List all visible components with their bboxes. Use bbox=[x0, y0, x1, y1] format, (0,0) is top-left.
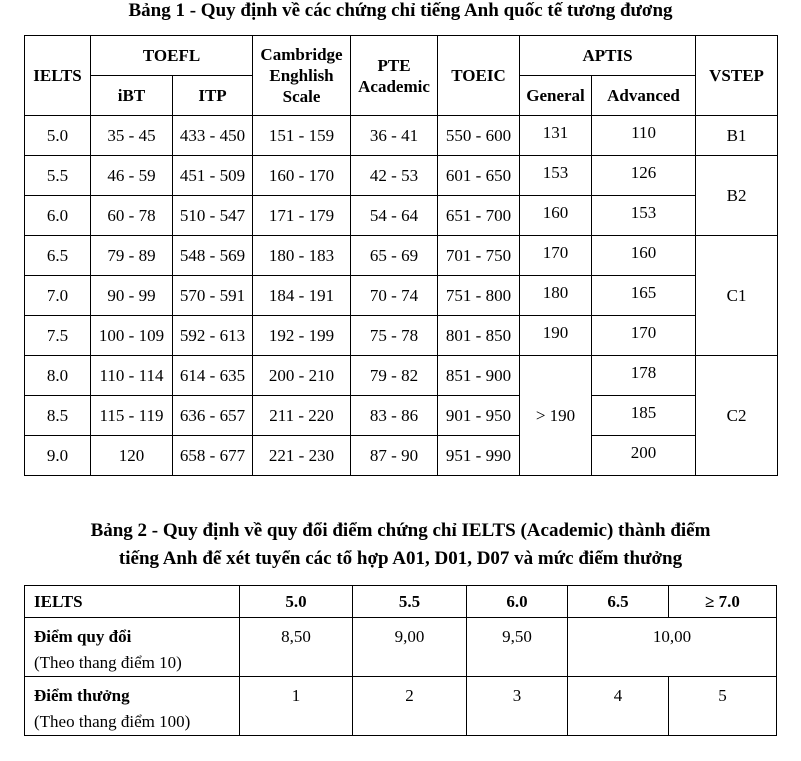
table-row bbox=[25, 436, 778, 476]
table-row bbox=[25, 116, 778, 156]
table-row bbox=[25, 196, 778, 236]
ielts-cell: 5.5 bbox=[25, 156, 91, 196]
conversion-label-title: Điểm quy đổi bbox=[34, 627, 132, 646]
ielts-level: 6.0 bbox=[467, 586, 568, 618]
ielts-header: IELTS bbox=[25, 36, 91, 116]
ielts-cell: 7.0 bbox=[25, 276, 91, 316]
ielts-cell: 8.5 bbox=[25, 396, 91, 436]
table-row bbox=[25, 356, 778, 396]
conversion-value: 9,00 bbox=[353, 618, 467, 677]
bonus-value: 3 bbox=[467, 677, 568, 736]
pte-cell: 87 - 90 bbox=[351, 436, 438, 476]
advanced-header: Advanced bbox=[592, 76, 696, 116]
ibt-cell: 35 - 45 bbox=[91, 116, 173, 156]
ielts-level: 5.0 bbox=[240, 586, 353, 618]
vstep-cell: B2 bbox=[696, 156, 778, 236]
itp-cell: 433 - 450 bbox=[173, 116, 253, 156]
advanced-cell: 200 bbox=[592, 436, 696, 476]
bonus-label bbox=[25, 677, 240, 736]
toefl-header: TOEFL bbox=[91, 36, 253, 76]
itp-cell: 548 - 569 bbox=[173, 236, 253, 276]
pte-cell: 65 - 69 bbox=[351, 236, 438, 276]
advanced-cell: 178 bbox=[592, 356, 696, 396]
table-row bbox=[25, 396, 778, 436]
pte-header bbox=[351, 36, 438, 116]
conversion-value: 9,50 bbox=[467, 618, 568, 677]
pte-cell: 79 - 82 bbox=[351, 356, 438, 396]
itp-header: ITP bbox=[173, 76, 253, 116]
pte-cell: 75 - 78 bbox=[351, 316, 438, 356]
bonus-label-sub: (Theo thang điểm 100) bbox=[34, 712, 191, 731]
bonus-label-title: Điểm thưởng bbox=[34, 686, 130, 705]
itp-cell: 510 - 547 bbox=[173, 196, 253, 236]
general-header: General bbox=[520, 76, 592, 116]
ielts-cell: 7.5 bbox=[25, 316, 91, 356]
toeic-cell: 751 - 800 bbox=[438, 276, 520, 316]
table-row bbox=[25, 316, 778, 356]
toeic-cell: 851 - 900 bbox=[438, 356, 520, 396]
advanced-cell: 110 bbox=[592, 116, 696, 156]
cambridge-cell: 151 - 159 bbox=[253, 116, 351, 156]
ielts-level: ≥ 7.0 bbox=[669, 586, 777, 618]
table1-title: Bảng 1 - Quy định về các chứng chỉ tiếng Anh quốc tế tương đương bbox=[128, 0, 673, 21]
aptis-header: APTIS bbox=[520, 36, 696, 76]
toeic-cell: 901 - 950 bbox=[438, 396, 520, 436]
table-row bbox=[25, 586, 777, 618]
bonus-value: 1 bbox=[240, 677, 353, 736]
itp-cell: 451 - 509 bbox=[173, 156, 253, 196]
table2-title-line2: tiếng Anh để xét tuyển các tổ hợp A01, D01, D07 và mức điểm thưởng bbox=[118, 548, 683, 569]
bonus-value: 2 bbox=[353, 677, 467, 736]
toeic-cell: 601 - 650 bbox=[438, 156, 520, 196]
ielts-level: 5.5 bbox=[353, 586, 467, 618]
bonus-value: 5 bbox=[669, 677, 777, 736]
cambridge-header-line2: Enghlish bbox=[269, 66, 334, 85]
vstep-header: VSTEP bbox=[696, 36, 778, 116]
cambridge-cell: 192 - 199 bbox=[253, 316, 351, 356]
ibt-header: iBT bbox=[91, 76, 173, 116]
ibt-cell: 120 bbox=[91, 436, 173, 476]
equivalence-table bbox=[24, 35, 778, 476]
conversion-label-sub: (Theo thang điểm 10) bbox=[34, 653, 182, 672]
vstep-cell: C1 bbox=[696, 236, 778, 356]
ibt-cell: 100 - 109 bbox=[91, 316, 173, 356]
toeic-header: TOEIC bbox=[438, 36, 520, 116]
table2-title-line1: Bảng 2 - Quy định về quy đổi điểm chứng chỉ IELTS (Academic) thành điểm bbox=[90, 520, 711, 541]
vstep-cell: B1 bbox=[696, 116, 778, 156]
cambridge-header bbox=[253, 36, 351, 116]
table-row bbox=[25, 276, 778, 316]
advanced-cell: 185 bbox=[592, 396, 696, 436]
advanced-cell: 170 bbox=[592, 316, 696, 356]
general-cell: 160 bbox=[520, 196, 592, 236]
bonus-value: 4 bbox=[568, 677, 669, 736]
pte-cell: 36 - 41 bbox=[351, 116, 438, 156]
general-cell: 131 bbox=[520, 116, 592, 156]
ibt-cell: 79 - 89 bbox=[91, 236, 173, 276]
conversion-value: 10,00 bbox=[568, 618, 777, 677]
itp-cell: 570 - 591 bbox=[173, 276, 253, 316]
itp-cell: 592 - 613 bbox=[173, 316, 253, 356]
table-row bbox=[25, 236, 778, 276]
pte-cell: 70 - 74 bbox=[351, 276, 438, 316]
cambridge-cell: 171 - 179 bbox=[253, 196, 351, 236]
ielts-cell: 5.0 bbox=[25, 116, 91, 156]
conversion-label bbox=[25, 618, 240, 677]
pte-cell: 42 - 53 bbox=[351, 156, 438, 196]
toeic-cell: 951 - 990 bbox=[438, 436, 520, 476]
cambridge-cell: 211 - 220 bbox=[253, 396, 351, 436]
ibt-cell: 110 - 114 bbox=[91, 356, 173, 396]
ielts-level: 6.5 bbox=[568, 586, 669, 618]
advanced-cell: 126 bbox=[592, 156, 696, 196]
general-cell: 190 bbox=[520, 316, 592, 356]
cambridge-header-line3: Scale bbox=[282, 87, 321, 106]
ielts-cell: 8.0 bbox=[25, 356, 91, 396]
ibt-cell: 115 - 119 bbox=[91, 396, 173, 436]
general-cell: 153 bbox=[520, 156, 592, 196]
itp-cell: 636 - 657 bbox=[173, 396, 253, 436]
toeic-cell: 550 - 600 bbox=[438, 116, 520, 156]
toeic-cell: 651 - 700 bbox=[438, 196, 520, 236]
advanced-cell: 165 bbox=[592, 276, 696, 316]
ielts-cell: 6.0 bbox=[25, 196, 91, 236]
cambridge-header-line1: Cambridge bbox=[260, 45, 343, 64]
advanced-cell: 153 bbox=[592, 196, 696, 236]
ibt-cell: 60 - 78 bbox=[91, 196, 173, 236]
pte-header-line1: PTE bbox=[377, 55, 411, 75]
itp-cell: 658 - 677 bbox=[173, 436, 253, 476]
ibt-cell: 46 - 59 bbox=[91, 156, 173, 196]
general-merged-cell: > 190 bbox=[520, 356, 592, 476]
vstep-cell: C2 bbox=[696, 356, 778, 476]
ielts-conversion-table bbox=[24, 585, 777, 736]
toeic-cell: 801 - 850 bbox=[438, 316, 520, 356]
ielts-cell: 9.0 bbox=[25, 436, 91, 476]
pte-cell: 83 - 86 bbox=[351, 396, 438, 436]
table-row bbox=[25, 677, 777, 736]
pte-cell: 54 - 64 bbox=[351, 196, 438, 236]
cambridge-cell: 221 - 230 bbox=[253, 436, 351, 476]
general-cell: 180 bbox=[520, 276, 592, 316]
ibt-cell: 90 - 99 bbox=[91, 276, 173, 316]
conversion-value: 8,50 bbox=[240, 618, 353, 677]
itp-cell: 614 - 635 bbox=[173, 356, 253, 396]
ielts-cell: 6.5 bbox=[25, 236, 91, 276]
cambridge-cell: 184 - 191 bbox=[253, 276, 351, 316]
table-row bbox=[25, 156, 778, 196]
pte-header-line2: Academic bbox=[358, 76, 430, 96]
table-row bbox=[25, 618, 777, 677]
ielts-label: IELTS bbox=[25, 586, 240, 618]
advanced-cell: 160 bbox=[592, 236, 696, 276]
toeic-cell: 701 - 750 bbox=[438, 236, 520, 276]
general-cell: 170 bbox=[520, 236, 592, 276]
cambridge-cell: 180 - 183 bbox=[253, 236, 351, 276]
cambridge-cell: 160 - 170 bbox=[253, 156, 351, 196]
cambridge-cell: 200 - 210 bbox=[253, 356, 351, 396]
